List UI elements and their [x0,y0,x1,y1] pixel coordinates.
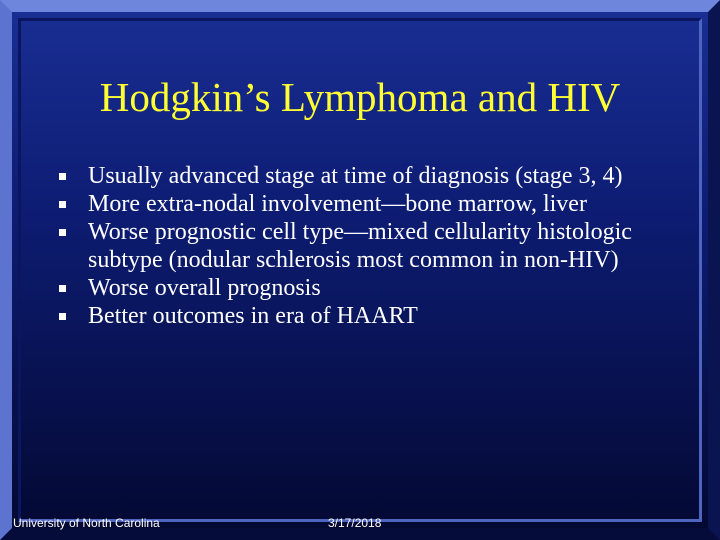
bullet-text: Worse overall prognosis [88,275,321,301]
bullet-text: Better outcomes in era of HAART [88,303,418,329]
bullet-text: More extra-nodal involvement—bone marrow, liver [88,191,587,217]
square-bullet-icon [59,173,66,180]
square-bullet-icon [59,313,66,320]
square-bullet-icon [59,201,66,208]
bullet-text: Usually advanced stage at time of diagnosis (stage 3, 4) [88,163,623,189]
footer-date: 3/17/2018 [328,516,382,530]
bullet-item [88,162,678,190]
slide-title: Hodgkin’s Lymphoma and HIV [99,74,621,120]
bullet-list [88,162,678,330]
bullet-item [88,302,678,330]
footer-institution: University of North Carolina [13,516,160,530]
square-bullet-icon [59,285,66,292]
bullet-item [88,274,678,302]
bullet-text: Worse prognostic cell type—mixed cellularity histologic subtype (nodular schlerosis most common in non-HIV) [88,219,632,273]
bullet-item [88,190,678,218]
bullet-item [88,218,678,274]
square-bullet-icon [59,229,66,236]
